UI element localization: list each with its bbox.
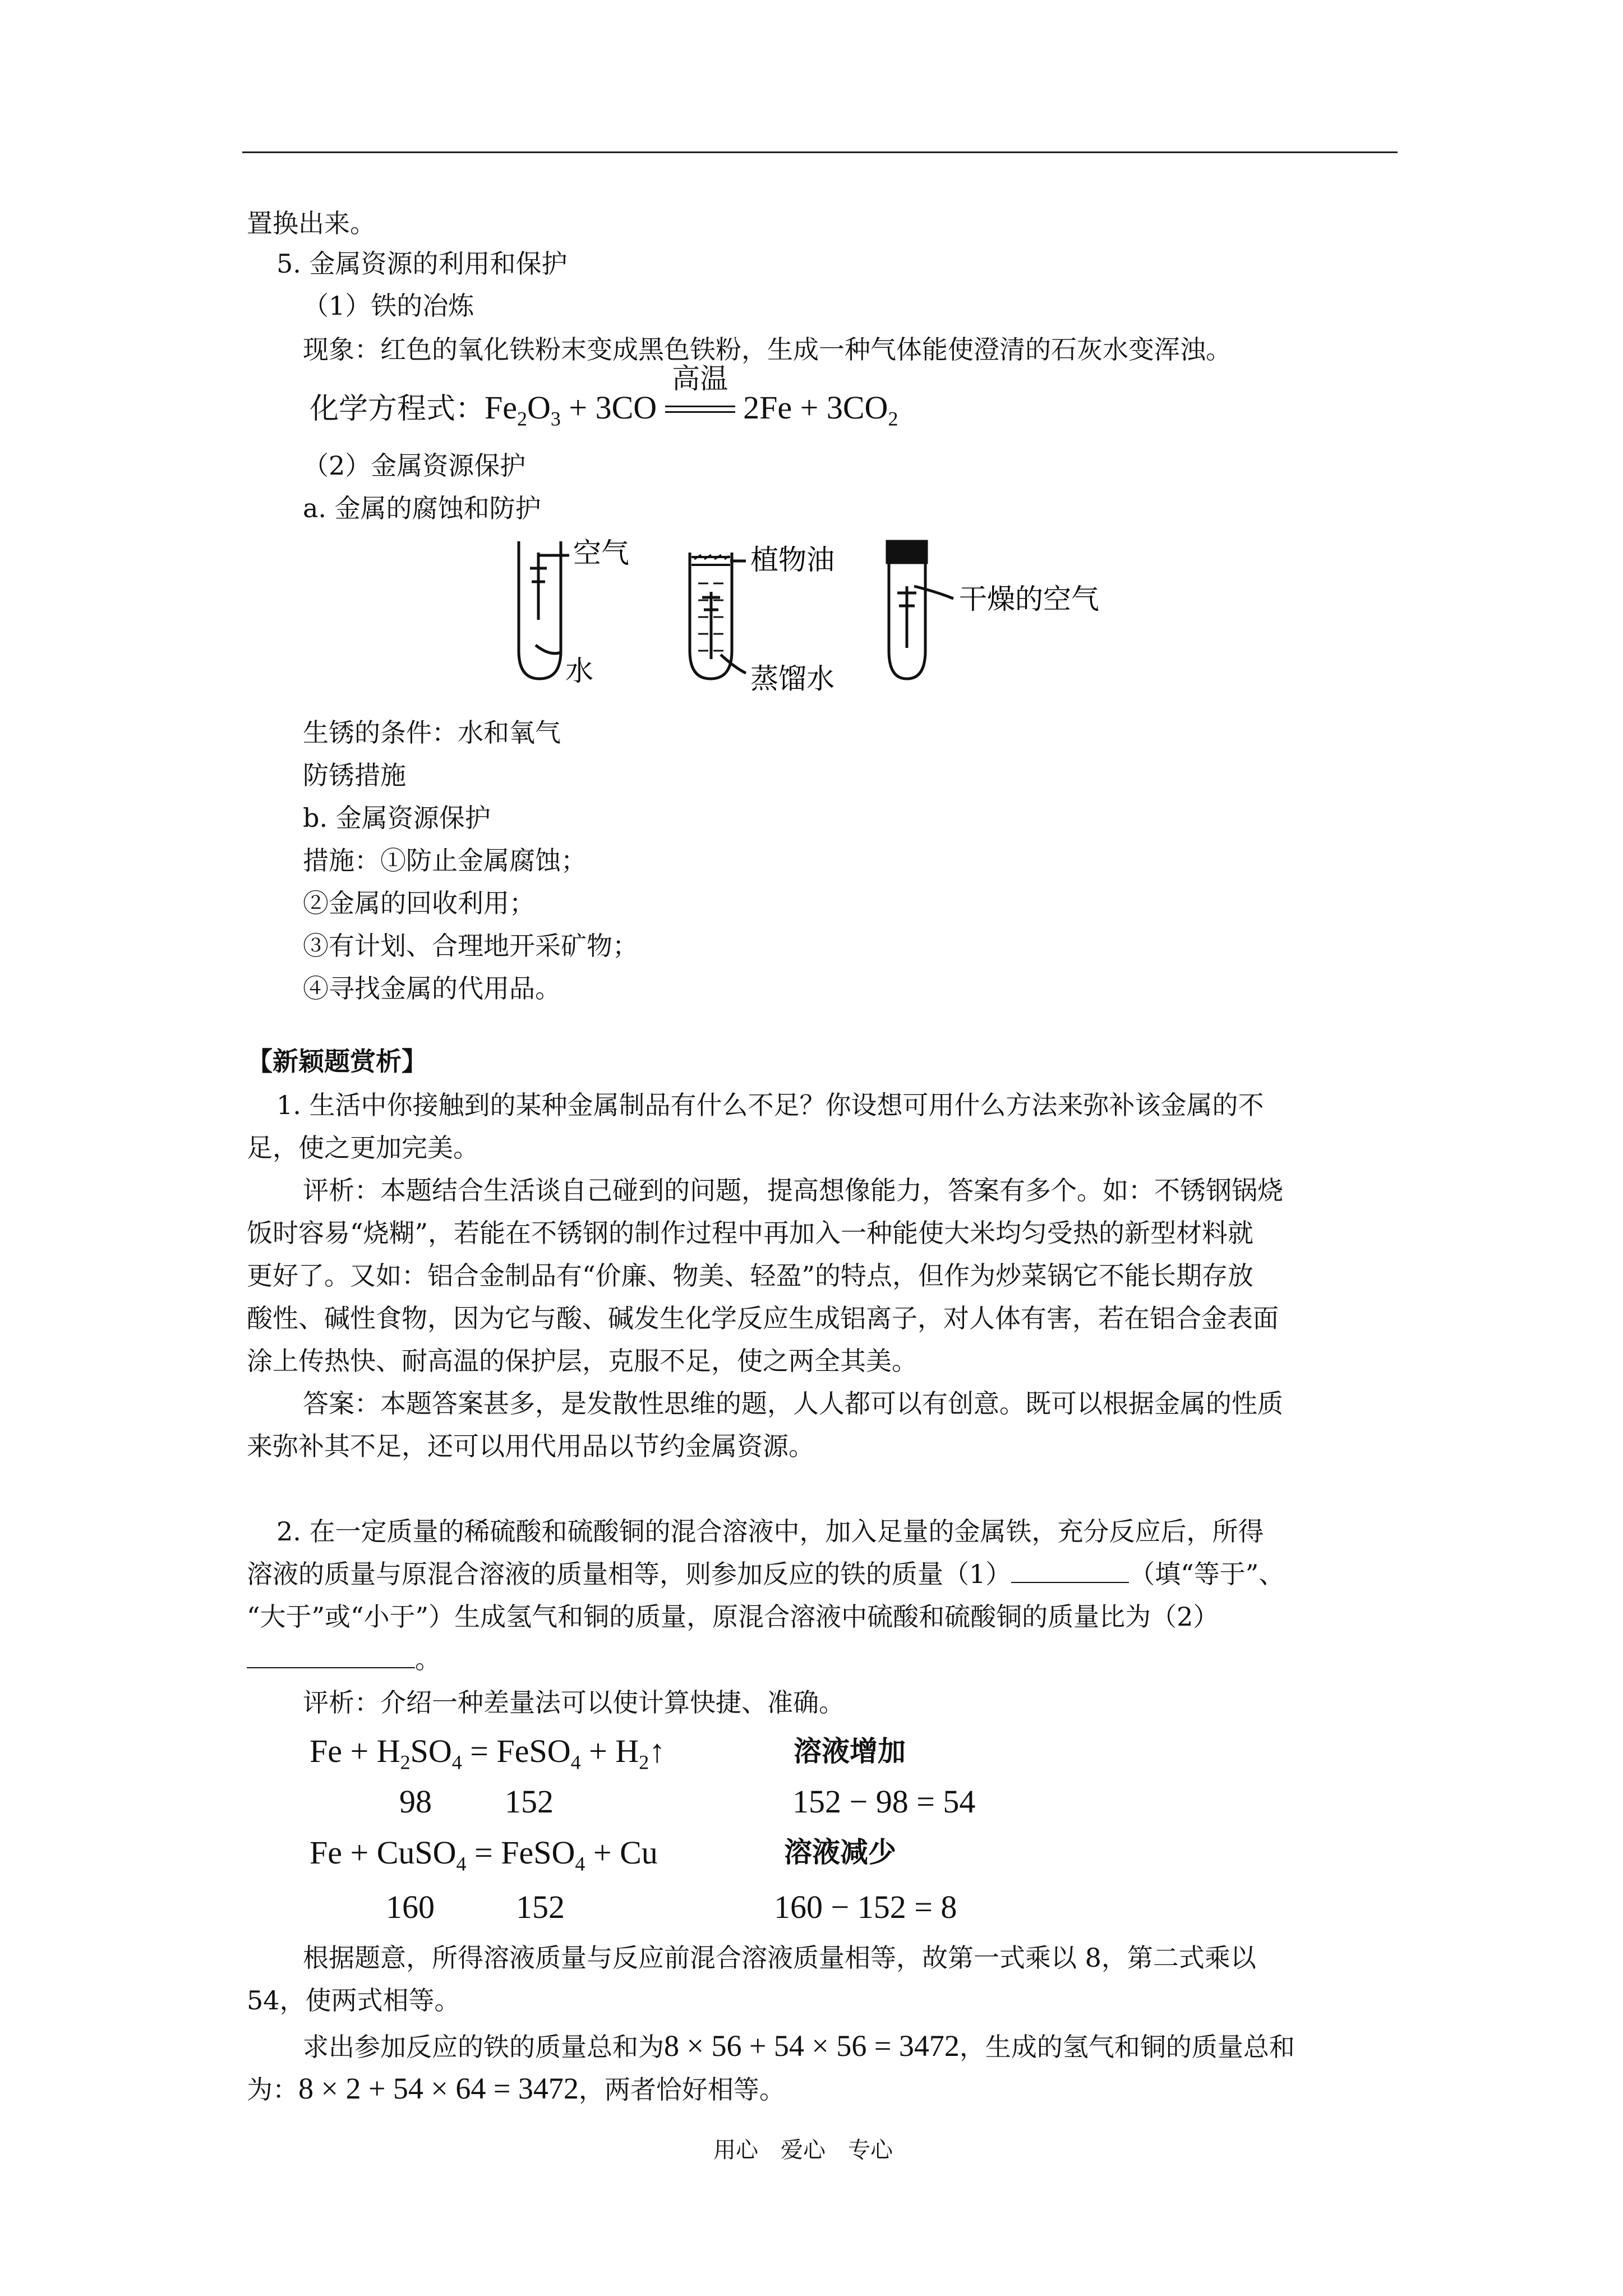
- q1-comment-3: 更好了。又如：铝合金制品有“价廉、物美、轻盈”的特点，但作为炒菜锅它不能长期存放: [247, 1260, 1254, 1291]
- reaction-2-equation: Fe + CuSO$_4$ = FeSO$_4$ + Cu: [310, 1834, 658, 1875]
- section5-sub2a: a. 金属的腐蚀和防护: [303, 493, 541, 523]
- reaction-2-label: 溶液减少: [784, 1835, 896, 1869]
- equation-condition: 高温: [672, 363, 728, 394]
- corrosion-diagram: [505, 530, 1133, 698]
- section5-sub1: （1）铁的冶炼: [303, 291, 474, 321]
- reaction-1-fe-mass: 98: [399, 1783, 432, 1820]
- analysis-heading: 【新颖题赏析】: [247, 1046, 427, 1076]
- conclusion-3-b: ，两者恰好相等。: [578, 2074, 785, 2105]
- conclusion-3-a: 为：: [247, 2074, 298, 2105]
- label-oil: 植物油: [750, 544, 834, 576]
- q1-line-1: 1. 生活中你接触到的某种金属制品有什么不足？你设想可用什么方法来弥补该金属的不: [276, 1090, 1264, 1120]
- q1-answer-2: 来弥补其不足，还可以用代用品以节约金属资源。: [247, 1431, 814, 1461]
- label-air: 空气: [573, 537, 629, 569]
- tube-dry-air: [887, 541, 953, 679]
- phenomenon-text: 现象：红色的氧化铁粉末变成黑色铁粉，生成一种气体能使澄清的石灰水变浑浊。: [303, 334, 1232, 365]
- measure-3: ③有计划、合理地开采矿物；: [303, 931, 638, 961]
- equation-prefix: 化学方程式：: [310, 392, 485, 426]
- q1-comment-5: 涂上传热快、耐高温的保护层，克服不足，使之两全其美。: [247, 1346, 917, 1376]
- rust-prevention: 防锈措施: [303, 760, 406, 790]
- conclusion-2-expr: 8 × 56 + 54 × 56 = 3472: [664, 2029, 960, 2063]
- q2-line-4-tail: 。: [415, 1644, 441, 1674]
- q1-comment-4: 酸性、碱性食物，因为它与酸、碱发生化学反应生成铝离子，对人体有害，若在铝合金表面: [247, 1303, 1279, 1333]
- conclusion-2-a: 求出参加反应的铁的质量总和为: [303, 2032, 664, 2062]
- conclusion-2-b: ，生成的氢气和铜的质量总和: [959, 2032, 1295, 2062]
- section5-sub2b: b. 金属资源保护: [303, 803, 491, 833]
- reaction-1-feso4-mass: 152: [505, 1783, 554, 1820]
- q1-comment-2: 饭时容易“烧糊”，若能在不锈钢的制作过程中再加入一种能使大米均匀受热的新型材料就: [247, 1218, 1254, 1248]
- answer-blank-2[interactable]: [247, 1667, 415, 1668]
- conclusion-2: [303, 2026, 1295, 2065]
- conclusion-1b: 54，使两式相等。: [247, 1985, 460, 2016]
- q2-line-3: “大于”或“小于”）生成氢气和铜的质量，原混合溶液中硫酸和硫酸铜的质量比为（2）: [247, 1602, 1219, 1632]
- q1-comment-1: 评析：本题结合生活谈自己碰到的问题，提高想像能力，答案有多个。如：不锈钢锅烧: [303, 1175, 1283, 1205]
- reaction-2-feso4-mass: 152: [516, 1889, 565, 1925]
- q1-line-2: 足，使之更加完美。: [247, 1133, 479, 1163]
- tube-air-water: [519, 541, 569, 679]
- q2-line-2-b: （填“等于”、: [1129, 1559, 1285, 1589]
- measure-2: ②金属的回收利用；: [303, 888, 535, 918]
- section5-sub2: （2）金属资源保护: [303, 450, 526, 481]
- intro-tail: 置换出来。: [247, 208, 376, 238]
- label-water: 水: [565, 655, 593, 687]
- rust-conditions: 生锈的条件：水和氧气: [303, 717, 561, 748]
- q2-line-2: [247, 1557, 1284, 1591]
- answer-blank-1[interactable]: [1011, 1582, 1129, 1583]
- label-distilled-water: 蒸馏水: [750, 662, 834, 695]
- conclusion-3: [247, 2069, 785, 2108]
- q1-answer-1: 答案：本题答案甚多，是发散性思维的题，人人都可以有创意。既可以根据金属的性质: [303, 1388, 1283, 1419]
- conclusion-1a: 根据题意，所得溶液质量与反应前混合溶液质量相等，故第一式乘以 8，第二式乘以: [303, 1943, 1256, 1973]
- measure-4: ④寻找金属的代用品。: [303, 973, 561, 1004]
- q2-line-1: 2. 在一定质量的稀硫酸和硫酸铜的混合溶液中，加入足量的金属铁，充分反应后，所得: [276, 1516, 1264, 1547]
- reaction-2-cuso4-mass: 160: [386, 1889, 435, 1925]
- reaction-2-diff: 160 − 152 = 8: [774, 1889, 957, 1925]
- q2-line-4: [247, 1642, 441, 1676]
- condition-arrow: [665, 363, 735, 427]
- header-rule: [242, 151, 1398, 153]
- reaction-1-diff: 152 − 98 = 54: [792, 1783, 976, 1820]
- label-dry-air: 干燥的空气: [959, 583, 1099, 615]
- tube-oil-water: [690, 553, 746, 679]
- section5-title: 5. 金属资源的利用和保护: [276, 249, 568, 279]
- reaction-1-label: 溶液增加: [794, 1734, 906, 1768]
- measure-1: 措施：①防止金属腐蚀；: [303, 845, 587, 876]
- q2-line-2-a: 溶液的质量与原混合溶液的质量相等，则参加反应的铁的质量（1）: [247, 1559, 1012, 1589]
- conclusion-3-expr: 8 × 2 + 54 × 64 = 3472: [298, 2072, 579, 2105]
- page-footer: 用心 爱心 专心: [713, 2137, 893, 2163]
- q2-comment: 评析：介绍一种差量法可以使计算快捷、准确。: [303, 1687, 845, 1718]
- reaction-1-equation: $Fe + H_2SO_4$ = FeSO$_4$ + $H_2↑$: [310, 1733, 666, 1774]
- smelting-equation: 化学方程式：$Fe_2O_3 + 3CO$ 高温 $2Fe + 3CO_2$: [310, 363, 898, 430]
